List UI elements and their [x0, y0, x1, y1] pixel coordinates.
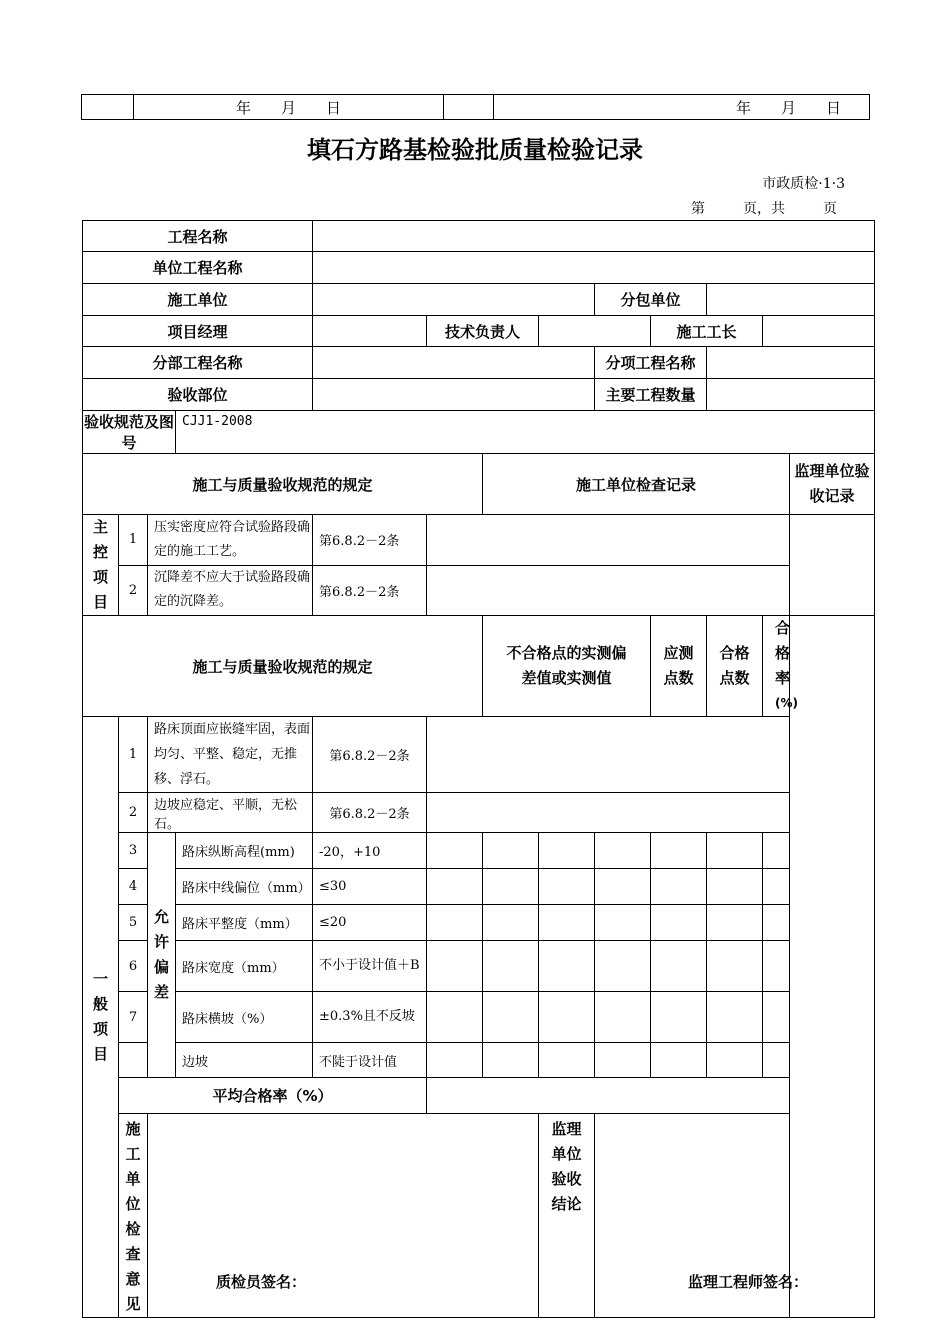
measure-cell[interactable]	[763, 869, 790, 905]
measure-cell[interactable]	[595, 1043, 651, 1078]
technical-lead-field[interactable]	[539, 316, 651, 347]
main-item-no: 1	[119, 515, 148, 566]
general-col-pass: 合格点数	[707, 616, 763, 717]
measure-cell[interactable]	[539, 869, 595, 905]
general-item-no: 2	[119, 793, 148, 833]
main-col-spec: 施工与质量验收规范的规定	[83, 454, 483, 515]
measure-cell[interactable]	[427, 833, 483, 869]
tolerance-name: 路床宽度（mm）	[176, 941, 313, 992]
average-rate-field[interactable]	[427, 1078, 790, 1114]
form-code: 市政质检·1·3	[762, 176, 845, 192]
tolerance-no: 5	[119, 905, 148, 941]
measure-cell[interactable]	[707, 905, 763, 941]
general-col-rate-unit: (%)	[775, 696, 799, 710]
page-info-ye-gong: 页，共	[743, 201, 785, 217]
left-date: 年 月 日	[134, 95, 444, 120]
date-strip-cell-1	[82, 95, 134, 120]
measure-cell[interactable]	[539, 992, 595, 1043]
construction-opinion-label: 施工单位检查意见	[119, 1114, 148, 1318]
tolerance-no: 6	[119, 941, 148, 992]
general-col-rate-label: 合格率	[775, 619, 791, 687]
main-item-check-cell[interactable]	[427, 515, 790, 566]
project-manager-label: 项目经理	[83, 316, 313, 347]
unit-project-name-label: 单位工程名称	[83, 252, 313, 284]
tolerance-value: ≤20	[313, 905, 427, 941]
page-info	[691, 198, 837, 218]
main-item-desc: 压实密度应符合试验路段确定的施工工艺。	[148, 515, 313, 566]
measure-cell[interactable]	[651, 833, 707, 869]
general-item-desc: 边坡应稳定、平顺，无松石。	[148, 793, 313, 833]
measure-cell[interactable]	[539, 1043, 595, 1078]
tolerance-value: 不小于设计值＋B	[313, 941, 427, 992]
inspector-sign-label: 质检员签名：	[216, 1273, 307, 1291]
measure-cell[interactable]	[427, 869, 483, 905]
technical-lead-label: 技术负责人	[427, 316, 539, 347]
tolerance-value: ±0.3%且不反坡	[313, 992, 427, 1043]
general-item-check-cell[interactable]	[427, 717, 790, 793]
unit-project-name-field[interactable]	[313, 252, 875, 284]
measure-cell[interactable]	[763, 992, 790, 1043]
measure-cell[interactable]	[595, 905, 651, 941]
tolerance-name: 边坡	[176, 1043, 313, 1078]
main-item-no: 2	[119, 565, 148, 616]
measure-cell[interactable]	[595, 833, 651, 869]
measure-cell[interactable]	[427, 941, 483, 992]
supervisor-conclusion-field[interactable]	[595, 1114, 875, 1318]
project-manager-field[interactable]	[313, 316, 427, 347]
measure-cell[interactable]	[595, 869, 651, 905]
acceptance-part-field[interactable]	[313, 379, 595, 411]
measure-cell[interactable]	[707, 833, 763, 869]
measure-cell[interactable]	[539, 905, 595, 941]
general-col-deviation: 不合格点的实测偏差值或实测值	[483, 616, 651, 717]
measure-cell[interactable]	[483, 992, 539, 1043]
spec-label: 验收规范及图号	[83, 411, 176, 454]
general-item-desc: 路床顶面应嵌缝牢固，表面均匀、平整、稳定，无推移、浮石。	[148, 717, 313, 793]
measure-cell[interactable]	[707, 941, 763, 992]
construction-opinion-field[interactable]	[148, 1114, 539, 1318]
measure-cell[interactable]	[483, 905, 539, 941]
construction-unit-label: 施工单位	[83, 284, 313, 316]
tolerance-name: 路床纵断高程(mm)	[176, 833, 313, 869]
main-quantity-label: 主要工程数量	[595, 379, 707, 411]
measure-cell[interactable]	[651, 941, 707, 992]
general-item-clause: 第6.8.2－2条	[313, 717, 427, 793]
measure-cell[interactable]	[651, 992, 707, 1043]
tolerance-value: 不陡于设计值	[313, 1043, 427, 1078]
main-supervisor-cell[interactable]	[790, 515, 875, 616]
main-item-clause: 第6.8.2－2条	[313, 515, 427, 566]
measure-cell[interactable]	[763, 941, 790, 992]
main-item-clause: 第6.8.2－2条	[313, 565, 427, 616]
general-item-no: 1	[119, 717, 148, 793]
date-strip-cell-3	[444, 95, 494, 120]
measure-cell[interactable]	[707, 992, 763, 1043]
measure-cell[interactable]	[763, 1043, 790, 1078]
tolerance-name: 路床横坡（%）	[176, 992, 313, 1043]
inspection-form	[82, 220, 875, 1318]
measure-cell[interactable]	[595, 941, 651, 992]
general-col-spec: 施工与质量验收规范的规定	[83, 616, 483, 717]
measure-cell[interactable]	[427, 1043, 483, 1078]
general-col-should: 应测点数	[651, 616, 707, 717]
measure-cell[interactable]	[483, 833, 539, 869]
measure-cell[interactable]	[427, 905, 483, 941]
main-col-check: 施工单位检查记录	[483, 454, 790, 515]
general-items-label: 一般项目	[83, 717, 119, 1318]
measure-cell[interactable]	[595, 992, 651, 1043]
tolerance-no: 4	[119, 869, 148, 905]
foreman-field[interactable]	[763, 316, 875, 347]
general-col-rate	[763, 616, 799, 717]
date-strip	[81, 94, 870, 120]
page-info-di: 第	[691, 201, 705, 217]
subdivision-name-label: 分项工程名称	[595, 347, 707, 379]
subcontractor-label: 分包单位	[595, 284, 707, 316]
average-rate-label: 平均合格率（%）	[119, 1078, 427, 1114]
measure-cell[interactable]	[763, 833, 790, 869]
tolerance-no	[119, 1043, 148, 1078]
tolerance-name: 路床平整度（mm）	[176, 905, 313, 941]
page-info-ye: 页	[823, 201, 837, 217]
general-item-clause: 第6.8.2－2条	[313, 793, 427, 833]
measure-cell[interactable]	[483, 869, 539, 905]
tolerance-name: 路床中线偏位（mm）	[176, 869, 313, 905]
project-name-field[interactable]	[313, 221, 875, 252]
measure-cell[interactable]	[707, 869, 763, 905]
project-name-label: 工程名称	[83, 221, 313, 252]
page-title: 填石方路基检验批质量检验记录	[307, 136, 643, 164]
acceptance-part-label: 验收部位	[83, 379, 313, 411]
right-date: 年 月 日	[494, 95, 870, 120]
tolerance-no: 3	[119, 833, 148, 869]
tolerance-no: 7	[119, 992, 148, 1043]
general-item-check-cell[interactable]	[427, 793, 790, 833]
spec-value: CJJ1-2008	[176, 411, 875, 454]
construction-unit-field[interactable]	[313, 284, 595, 316]
division-name-field[interactable]	[313, 347, 595, 379]
measure-cell[interactable]	[483, 1043, 539, 1078]
main-col-supervisor: 监理单位验收记录	[790, 454, 875, 515]
tolerance-label: 允许偏差	[148, 833, 176, 1078]
measure-cell[interactable]	[651, 1043, 707, 1078]
main-quantity-field[interactable]	[707, 379, 875, 411]
engineer-sign-label: 监理工程师签名：	[688, 1273, 809, 1291]
subcontractor-field[interactable]	[707, 284, 875, 316]
measure-cell[interactable]	[539, 833, 595, 869]
measure-cell[interactable]	[763, 905, 790, 941]
measure-cell[interactable]	[651, 869, 707, 905]
measure-cell[interactable]	[651, 905, 707, 941]
main-item-check-cell[interactable]	[427, 565, 790, 616]
measure-cell[interactable]	[539, 941, 595, 992]
tolerance-value: ≤30	[313, 869, 427, 905]
tolerance-value: -20，+10	[313, 833, 427, 869]
measure-cell[interactable]	[427, 992, 483, 1043]
measure-cell[interactable]	[707, 1043, 763, 1078]
main-item-desc: 沉降差不应大于试验路段确定的沉降差。	[148, 565, 313, 616]
supervisor-conclusion-label: 监理单位验收结论	[539, 1114, 595, 1318]
measure-cell[interactable]	[483, 941, 539, 992]
main-control-label: 主控项目	[83, 515, 119, 616]
subdivision-name-field[interactable]	[707, 347, 875, 379]
division-name-label: 分部工程名称	[83, 347, 313, 379]
foreman-label: 施工工长	[651, 316, 763, 347]
